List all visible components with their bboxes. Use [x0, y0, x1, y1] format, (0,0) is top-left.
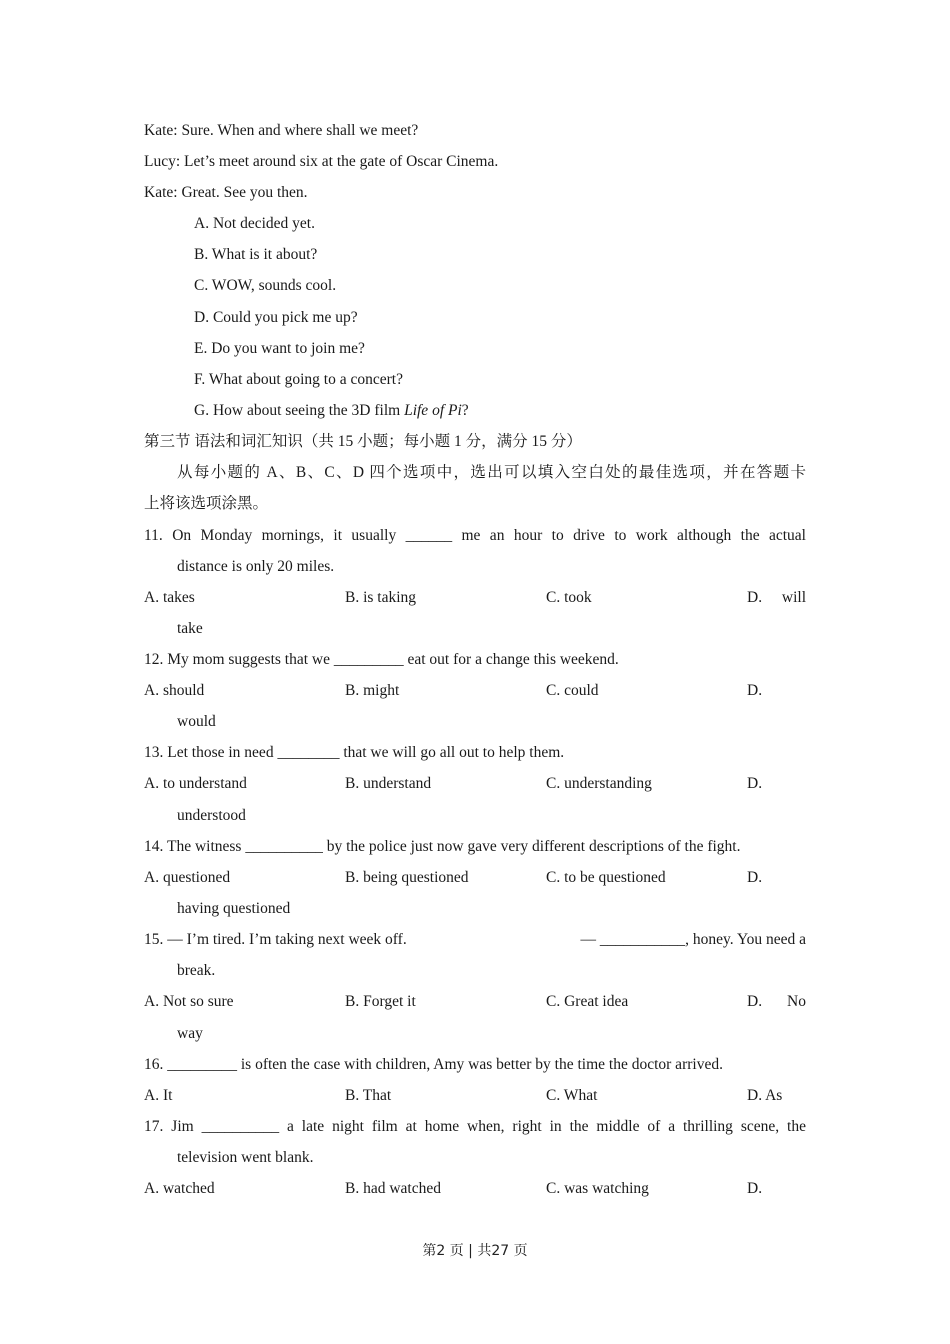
dialog-option: E. Do you want to join me?	[194, 340, 365, 357]
option-c: C. was watching	[546, 1180, 649, 1197]
dialog-option: D. Could you pick me up?	[194, 309, 358, 326]
option-a: A. It	[144, 1087, 173, 1104]
option-a: A. takes	[144, 589, 195, 606]
question-12: 12. My mom suggests that we _________ eat out for a change this weekend.	[144, 651, 619, 668]
question-16: 16. _________ is often the case with children, Amy was better by the time the doctor arrived.	[144, 1056, 723, 1073]
option-d: D.	[747, 682, 763, 699]
dialog-option: C. WOW, sounds cool.	[194, 277, 337, 294]
question-14: 14. The witness __________ by the police just now gave very different descriptions of the fight.	[144, 838, 741, 855]
option-b: B. had watched	[345, 1180, 441, 1197]
question-17-options	[144, 1173, 806, 1204]
option-c: C. Great idea	[546, 993, 629, 1010]
option-c: C. understanding	[546, 775, 652, 792]
option-a: A. Not so sure	[144, 993, 234, 1010]
option-d-cont: way	[177, 1025, 203, 1042]
dialog-line: Kate: Sure. When and where shall we meet?	[144, 122, 419, 139]
question-11-cont: distance is only 20 miles.	[177, 558, 335, 575]
instructions-line: 上将该选项涂黑。	[144, 495, 269, 512]
dialog-line: Kate: Great. See you then.	[144, 184, 308, 201]
dialog-option: B. What is it about?	[194, 246, 318, 263]
option-d: D.	[747, 1180, 763, 1197]
question-17-cont: television went blank.	[177, 1149, 314, 1166]
dialog-option: F. What about going to a concert?	[194, 371, 403, 388]
option-d-cont: would	[177, 713, 216, 730]
section-title: 第三节 语法和词汇知识（共 15 小题；每小题 1 分，满分 15 分）	[144, 433, 582, 450]
option-b: B. might	[345, 682, 400, 699]
option-a: A. watched	[144, 1180, 215, 1197]
option-d: D. No	[747, 993, 806, 1010]
question-11-options	[144, 582, 806, 613]
dialog-line: Lucy: Let’s meet around six at the gate of Oscar Cinema.	[144, 153, 499, 170]
option-b: B. That	[345, 1087, 392, 1104]
option-c: C. to be questioned	[546, 869, 666, 886]
option-b: B. being questioned	[345, 869, 469, 886]
option-b: B. understand	[345, 775, 432, 792]
option-c: C. took	[546, 589, 592, 606]
option-b: B. is taking	[345, 589, 417, 606]
option-g-suffix: ?	[461, 402, 469, 419]
question-15-cont: break.	[177, 962, 216, 979]
question-15-speaker-2: — ___________, honey. You need a	[580, 931, 806, 948]
option-d: D. will	[747, 589, 806, 606]
page-footer: 第2 页 | 共27 页	[422, 1243, 528, 1259]
question-17: 17. Jim __________ a late night film at home when, right in the middle of a thrilling scene, the	[144, 1118, 806, 1135]
question-13-options	[144, 768, 806, 799]
question-16-options	[144, 1080, 806, 1111]
dialog-option-g	[194, 395, 806, 426]
question-15-options	[144, 986, 806, 1017]
option-d: D.	[747, 869, 763, 886]
question-11: 11. On Monday mornings, it usually ______ me an hour to drive to work although the actual	[144, 527, 806, 544]
option-d: D. As	[747, 1087, 783, 1104]
option-d-cont: having questioned	[177, 900, 291, 917]
option-d: D.	[747, 775, 763, 792]
option-g-prefix: G. How about seeing the 3D film	[194, 402, 405, 419]
option-b: B. Forget it	[345, 993, 416, 1010]
option-d-cont: understood	[177, 807, 246, 824]
option-c: C. could	[546, 682, 599, 699]
option-c: C. What	[546, 1087, 598, 1104]
option-a: A. questioned	[144, 869, 231, 886]
question-13: 13. Let those in need ________ that we will go all out to help them.	[144, 744, 565, 761]
option-a: A. should	[144, 682, 205, 699]
dialog-option: A. Not decided yet.	[194, 215, 315, 232]
instructions-line: 从每小题的 A、B、C、D 四个选项中，选出可以填入空白处的最佳选项，并在答题卡	[177, 464, 806, 481]
question-15-speaker-1: 15. — I’m tired. I’m taking next week off.	[144, 931, 407, 948]
option-a: A. to understand	[144, 775, 247, 792]
question-15	[144, 924, 806, 955]
option-d-cont: take	[177, 620, 203, 637]
question-14-options	[144, 862, 806, 893]
film-title: Life of Pi	[404, 402, 462, 419]
question-12-options	[144, 675, 806, 706]
